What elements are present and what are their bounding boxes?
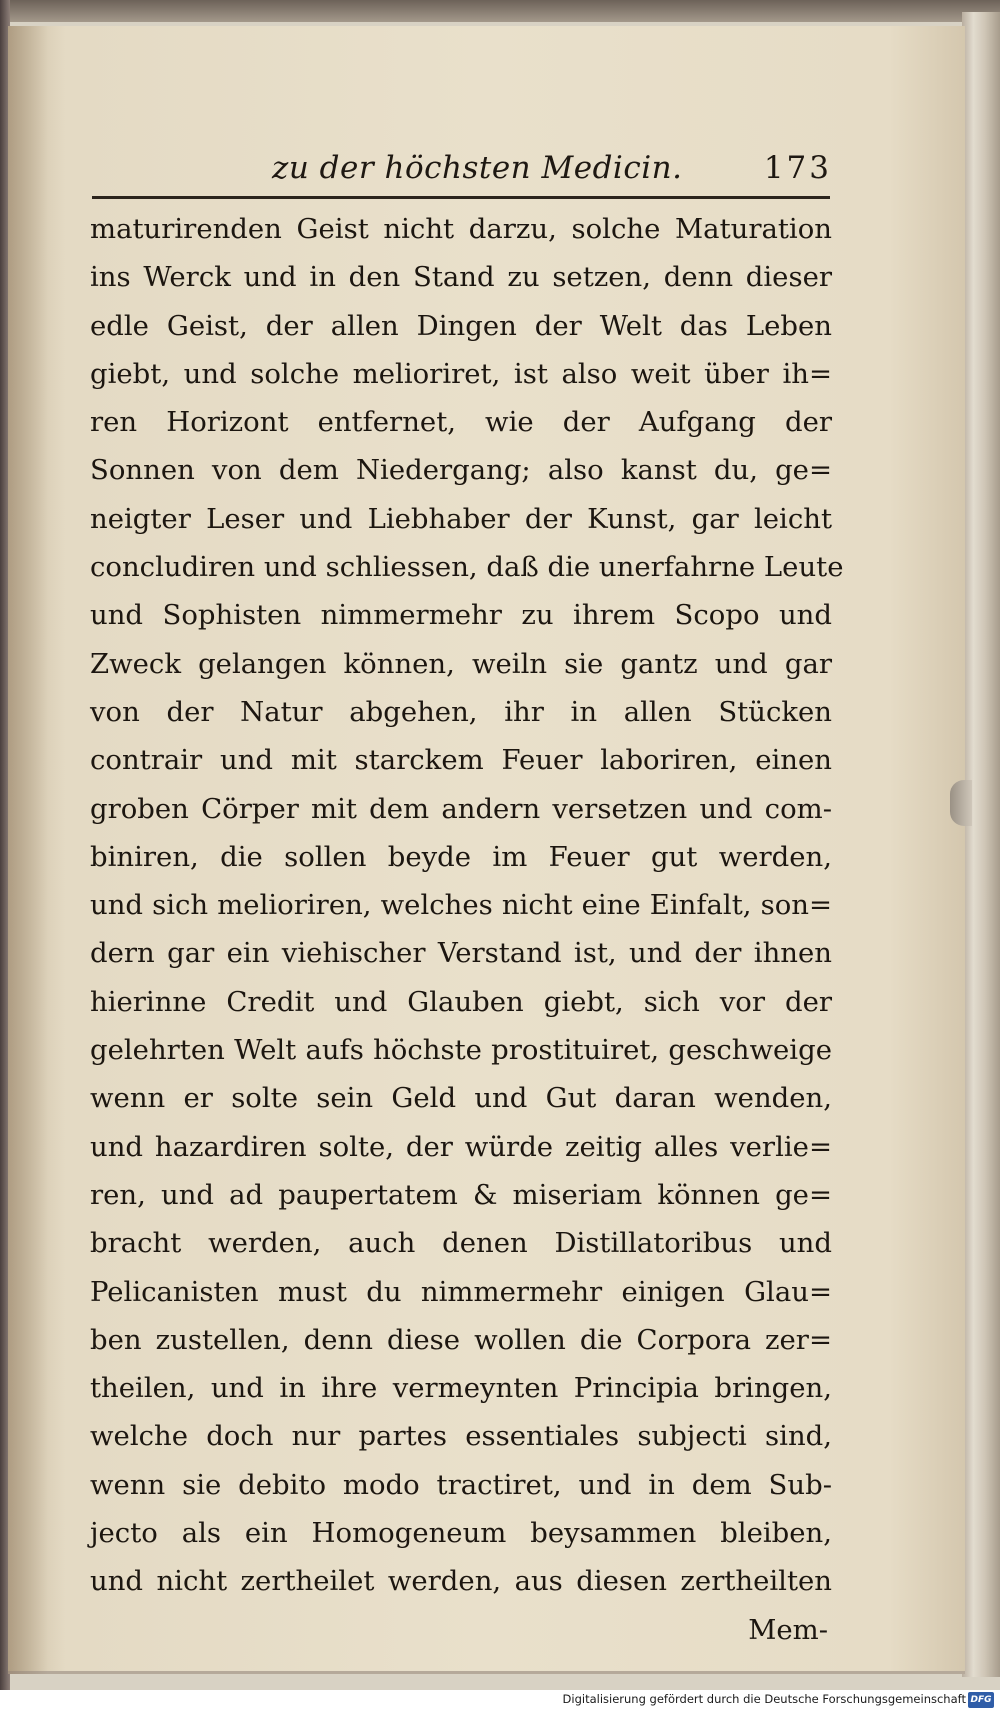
catchword: Mem- — [748, 1613, 828, 1646]
text-line: ins Werck und in den Stand zu setzen, denn dieser — [90, 261, 832, 294]
text-line: jecto als ein Homogeneum beysammen bleiben, — [90, 1517, 832, 1550]
gutter-shadow — [8, 26, 48, 1674]
text-line: theilen, und in ihre vermeynten Principia bringen, — [90, 1372, 832, 1405]
running-head — [92, 150, 832, 192]
text-line: und Sophisten nimmermehr zu ihrem Scopo und — [90, 599, 832, 632]
text-line: von der Natur abgehen, ihr in allen Stücken — [90, 695, 832, 728]
text-line: hierinne Credit und Glauben giebt, sich vor der — [90, 985, 832, 1018]
text-line: ren, und ad paupertatem & miseriam können ge= — [90, 1178, 832, 1211]
header-rule — [92, 196, 830, 199]
text-line: und sich melioriren, welches nicht eine Einfalt, son= — [90, 889, 832, 922]
dfg-logo: DFG — [968, 1692, 994, 1708]
running-head-title: zu der höchsten Medicin. — [272, 150, 683, 186]
text-line: biniren, die sollen beyde im Feuer gut werden, — [90, 840, 832, 873]
text-line: Zweck gelangen können, weiln sie gantz und gar — [90, 647, 832, 680]
text-line: dern gar ein viehischer Verstand ist, und der ihnen — [90, 937, 832, 970]
text-line: neigter Leser und Liebhaber der Kunst, gar leicht — [90, 502, 832, 535]
text-line: welche doch nur partes essentiales subjecti sind, — [90, 1420, 832, 1453]
book-top-edge — [0, 0, 1000, 22]
book-fore-edge — [962, 12, 1000, 1677]
text-line: Sonnen von dem Niedergang; also kanst du, ge= — [90, 454, 832, 487]
text-line: maturirenden Geist nicht darzu, solche Maturation — [90, 213, 832, 245]
text-line: Pelicanisten must du nimmermehr einigen Glau= — [90, 1275, 832, 1308]
text-line: concludiren und schliessen, daß die unerfahrne Leute — [90, 551, 844, 584]
text-line: groben Cörper mit dem andern versetzen und com- — [90, 792, 832, 825]
text-line: giebt, und solche melioriret, ist also weit über ih= — [90, 357, 832, 390]
body-text — [90, 205, 844, 1654]
funding-credit: Digitalisierung gefördert durch die Deutsche Forschungsgemeinschaft — [562, 1692, 966, 1706]
page-number: 173 — [763, 150, 832, 186]
text-line: ben zustellen, denn diese wollen die Corpora zer= — [90, 1323, 832, 1356]
text-line: edle Geist, der allen Dingen der Welt das Leben — [90, 309, 832, 342]
text-line: contrair und mit starckem Feuer laboriren, einen — [90, 744, 832, 777]
text-line: wenn sie debito modo tractiret, und in dem Sub- — [90, 1468, 832, 1501]
text-line: wenn er solte sein Geld und Gut daran wenden, — [90, 1082, 832, 1115]
text-line: und nicht zertheilet werden, aus diesen zertheilten — [90, 1565, 832, 1598]
text-line: bracht werden, auch denen Distillatoribus und — [90, 1227, 832, 1260]
text-line: und hazardiren solte, der würde zeitig alles verlie= — [90, 1130, 832, 1163]
text-line: gelehrten Welt aufs höchste prostituiret, geschweige — [90, 1034, 832, 1067]
text-line: ren Horizont entfernet, wie der Aufgang der — [90, 406, 832, 439]
thumb-marker — [950, 780, 972, 826]
